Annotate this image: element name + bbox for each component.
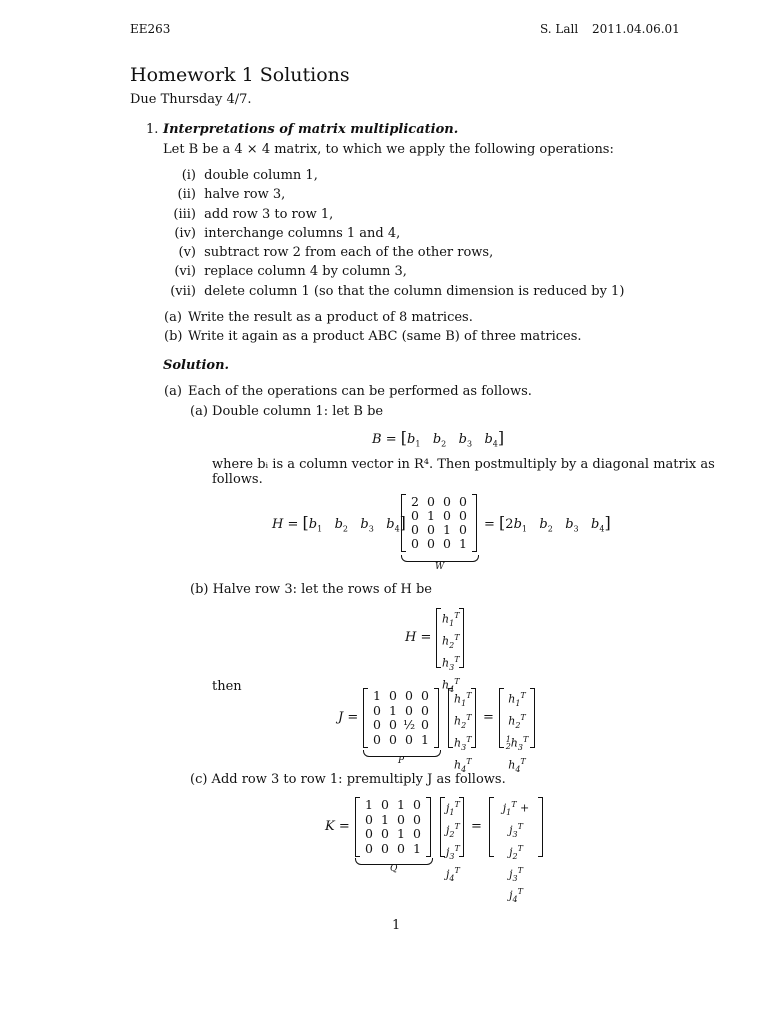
matrix-entry: ½: [402, 717, 416, 732]
list-item: (i) double column 1,: [181, 168, 318, 183]
part-b-num: (b): [164, 329, 183, 344]
author: S. Lall: [540, 22, 579, 36]
list-item: (iv) interchange columns 1 and 4,: [174, 225, 401, 241]
matrix-q: [355, 797, 431, 857]
matrix-w: [401, 494, 477, 552]
matrix-entry: 0: [427, 536, 435, 551]
matrix-entry: 0: [427, 494, 435, 509]
vector-j-result: $h_1^T$ $h_2^T$ 1 $2h_3^T$ $h_4^T$: [499, 688, 535, 748]
matrix-entry: 1: [427, 508, 435, 523]
matrix-entry: 0: [459, 494, 467, 509]
matrix-entry: 1: [365, 797, 373, 812]
matrix-entry: 0: [443, 494, 451, 509]
matrix-entry: 1: [397, 826, 405, 841]
matrix-entry: 0: [413, 826, 421, 841]
solution-a-num: (a): [164, 384, 182, 399]
matrix-entry: 0: [421, 717, 429, 732]
matrix-entry: 1: [389, 702, 397, 718]
equals-sign: =: [471, 819, 482, 834]
equation-h-rhs: = [$2b_1$ $b_2$ $b_3$ $b_4$]: [484, 513, 611, 534]
matrix-entry: 0: [397, 811, 405, 827]
matrix-entry: 0: [365, 826, 373, 841]
matrix-entry: 1: [459, 536, 467, 551]
equals-sign: =: [483, 710, 494, 725]
j-equals: J =: [338, 710, 359, 725]
matrix-entry: 0: [405, 702, 413, 718]
matrix-entry: 0: [389, 688, 397, 703]
matrix-entry: 0: [421, 702, 429, 718]
matrix-entry: 0: [413, 797, 421, 812]
step-a-label: (a) Double column 1: let B be: [190, 404, 384, 419]
equation-h-lhs: $H = [b_1$ $b_2$ $b_3$ $b_4$]: [272, 513, 406, 534]
problem-intro: Let B be a 4 × 4 matrix, to which we apply the following operations:: [163, 142, 614, 157]
page-number: 1: [392, 918, 401, 933]
brace-label-w: W: [435, 562, 445, 572]
course-code: EE263: [130, 22, 171, 36]
list-item: (ii) halve row 3,: [177, 187, 286, 203]
list-item: (vi) replace column 4 by column 3,: [174, 264, 407, 280]
part-a-num: (a): [164, 310, 182, 325]
problem-number: 1.: [146, 122, 159, 137]
due-date: Due Thursday 4/7.: [130, 92, 252, 107]
matrix-entry: 0: [381, 826, 389, 841]
equation-b: $B = [b_1$ $b_2$ $b_3$ $b_4$]: [372, 428, 505, 449]
matrix-entry: 0: [381, 797, 389, 812]
matrix-entry: 1: [421, 731, 429, 747]
step-c-label: (c) Add row 3 to row 1: premultiply J as follows.: [190, 772, 506, 787]
matrix-entry: 0: [427, 522, 435, 537]
vector-j-column: $j_1^T$ $j_2^T$ $j_3^T$ $j_4^T$: [440, 797, 464, 857]
matrix-entry: 0: [405, 731, 413, 747]
solution-label: Solution.: [163, 358, 230, 373]
matrix-entry: 1: [443, 522, 451, 537]
matrix-entry: 0: [411, 522, 419, 537]
k-equals: K =: [325, 819, 350, 834]
matrix-entry: 0: [421, 688, 429, 703]
matrix-entry: 2: [411, 494, 419, 509]
matrix-entry: 0: [405, 688, 413, 703]
step-a-where: where bᵢ is a column vector in R⁴. Then postmultiply by a diagonal matrix as: [212, 457, 715, 472]
page-title: Homework 1 Solutions: [130, 64, 350, 86]
then-text: then: [212, 679, 242, 694]
brace-label-p: P: [398, 756, 405, 766]
matrix-entry: 0: [459, 508, 467, 523]
underbrace-w: [401, 555, 479, 562]
solution-a-text: Each of the operations can be performed as follows.: [188, 384, 532, 399]
date: 2011.04.06.01: [592, 22, 680, 36]
matrix-entry: 1: [373, 688, 381, 703]
matrix-p: [363, 688, 439, 748]
vector-h-column: $h_1^T$ $h_2^T$ $h_3^T$ $h_4^T$: [448, 688, 476, 748]
matrix-entry: 0: [411, 536, 419, 551]
part-a-text: Write the result as a product of 8 matrices.: [188, 310, 473, 325]
matrix-entry: 1: [413, 840, 421, 856]
matrix-entry: 0: [373, 731, 381, 747]
step-a-follows: follows.: [212, 472, 263, 487]
matrix-entry: 0: [413, 811, 421, 827]
matrix-entry: 0: [365, 840, 373, 856]
vector-h-rows: $h_1^T$ $h_2^T$ $h_3^T$ $h_4^T$: [436, 608, 464, 668]
vector-k-result: $j_1^T + j_3^T$ $j_2^T$ $j_3^T$ $j_4^T$: [489, 797, 543, 857]
matrix-entry: 0: [397, 840, 405, 856]
list-item: (vii) delete column 1 (so that the column dimension is reduced by 1): [170, 283, 625, 299]
matrix-entry: 0: [381, 840, 389, 856]
matrix-entry: 0: [443, 508, 451, 523]
step-b-label: (b) Halve row 3: let the rows of H be: [190, 582, 432, 597]
matrix-entry: 0: [389, 717, 397, 732]
matrix-entry: 0: [443, 536, 451, 551]
matrix-entry: 0: [389, 731, 397, 747]
problem-heading: Interpretations of matrix multiplication.: [163, 122, 459, 137]
matrix-entry: 0: [373, 702, 381, 718]
matrix-entry: 0: [373, 717, 381, 732]
matrix-entry: 0: [365, 811, 373, 827]
matrix-entry: 1: [397, 797, 405, 812]
matrix-entry: 1: [381, 811, 389, 827]
list-item: (v) subtract row 2 from each of the other rows,: [178, 245, 494, 261]
part-b-text: Write it again as a product ABC (same B) of three matrices.: [188, 329, 582, 344]
brace-label-q: Q: [390, 864, 398, 874]
operations-list: [160, 168, 624, 303]
matrix-entry: 0: [411, 508, 419, 523]
matrix-entry: 0: [459, 522, 467, 537]
h-equals: H =: [405, 630, 432, 645]
list-item: (iii) add row 3 to row 1,: [173, 206, 334, 222]
